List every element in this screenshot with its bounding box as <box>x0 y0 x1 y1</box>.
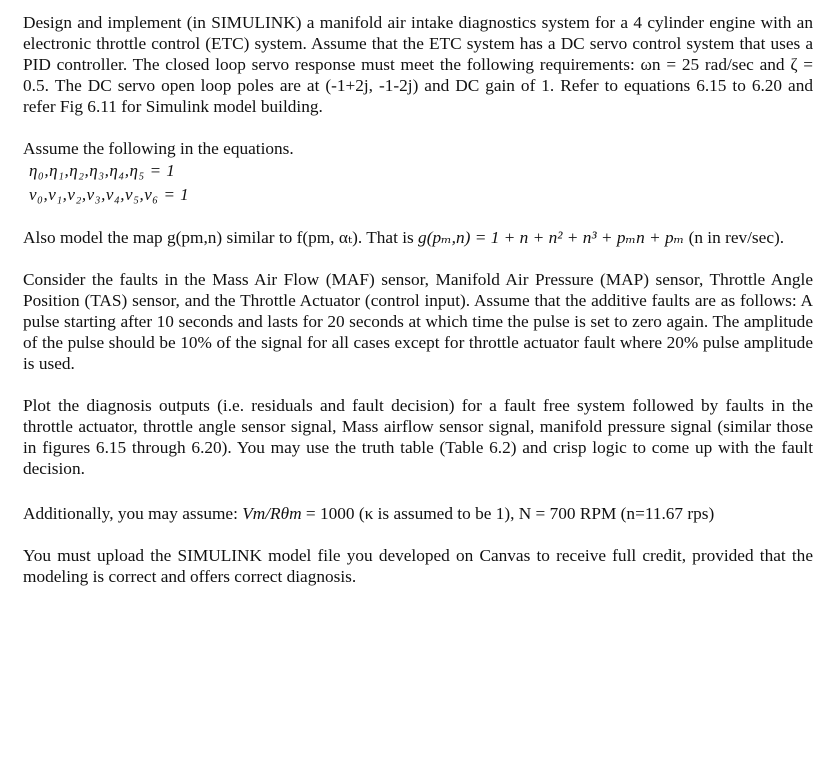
additional-suffix: = 1000 (κ is assumed to be 1), N = 700 RPM (n=11.67 rps) <box>301 504 715 523</box>
assignment-document <box>23 12 813 587</box>
nu-equation: ν₀,ν₁,ν₂,ν₃,ν₄,ν₅,ν₆ = 1 <box>29 185 190 204</box>
faults-paragraph: Consider the faults in the Mass Air Flow (MAF) sensor, Manifold Air Pressure (MAP) sensor, Throttle Angle Position (TAS) sensor, and the Throttle Actuator (control input). Assume that the additive faults are as follows: A pulse starting after 10 seconds and lasts for 20 seconds at which time the pulse is set to zero again. The amplitude of the pulse should be 10% of the signal for all cases except for throttle actuator fault where 20% pulse amplitude is used. <box>23 270 813 373</box>
vm-fraction: Vm/Rθm <box>242 504 302 523</box>
plot-paragraph: Plot the diagnosis outputs (i.e. residuals and fault decision) for a fault free system followed by faults in the throttle actuator, throttle angle sensor signal, Mass airflow sensor signal, manifold pressure signal (similar those in figures 6.15 through 6.20). You may use the truth table (Table 6.2) and crisp logic to come up with the fault decision. <box>23 396 813 478</box>
assume-heading: Assume the following in the equations. <box>23 139 294 158</box>
upload-paragraph: You must upload the SIMULINK model file you developed on Canvas to receive full credit, provided that the modeling is correct and offers correct diagnosis. <box>23 546 813 586</box>
map-paragraph <box>23 227 813 248</box>
intro-text: Design and implement (in SIMULINK) a manifold air intake diagnostics system for a 4 cylinder engine with an electronic throttle control (ETC) system. Assume that the ETC system has a DC servo control system that uses a PID controller. The closed loop servo response must meet the following requirements: ωn = 25 rad/sec and ζ = 0.5. The DC servo open loop poles are at (-1+2j, -1-2j) and DC gain of 1. Refer to equations 6.15 to 6.20 and refer Fig 6.11 for Simulink model building. <box>23 13 813 116</box>
additional-paragraph <box>23 503 813 524</box>
additional-prefix: Additionally, you may assume: <box>23 504 243 523</box>
eta-equation: η₀,η₁,η₂,η₃,η₄,η₅ = 1 <box>29 161 176 180</box>
map-prefix: Also model the map g(pm,n) similar to f(pm, αₜ). That is <box>23 228 419 247</box>
intro-paragraph <box>23 12 813 117</box>
map-equation: g(pₘ,n) = 1 + n + n² + n³ + pₘn + pₘ <box>418 228 685 247</box>
map-suffix: (n in rev/sec). <box>684 228 785 247</box>
